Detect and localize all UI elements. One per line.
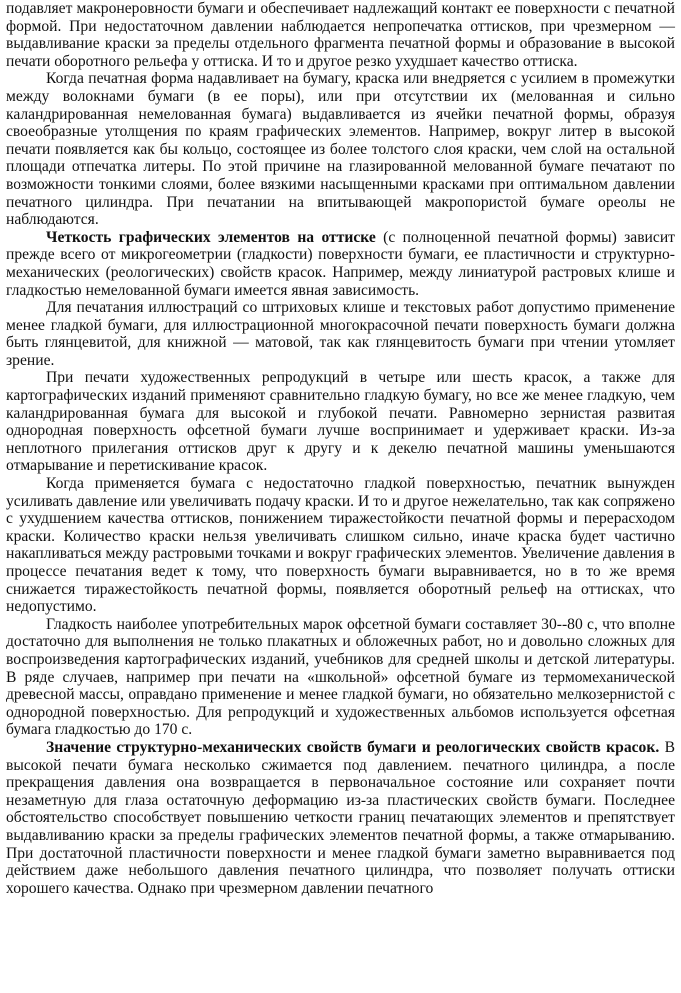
- paragraph-3-heading: Четкость графических элементов на оттиске: [46, 228, 376, 246]
- paragraph-8: [6, 739, 675, 897]
- paragraph-4-text: Для печатания иллюстраций со штриховых клише и текстовых работ допустимо применение менее гладкой бумаги, для иллюстрационной многокрасочной печати поверхность бумаги должна быть глянцевитой, для книжной — матовой, так как глянцевитость бумаги при чтении утомляет зрение.: [6, 299, 675, 369]
- paragraph-8-text: В высокой печати бумага несколько сжимается под давлением. печатного цилиндра, а после прекращения давления она возвращается в первоначальное состояние или сохраняет почти незаметную для глаза остаточную деформацию из-за пластических свойств бумаги. Последнее обстоятельство способствует повышению четкости границ печатающих элементов и препятствует выдавливанию краски за пределы графических элементов печатной формы, а также отмарыванию. При достаточной пластичности поверхности и менее гладкой бумаги заметно выравнивается под действием даже небольшого давления печатного цилиндра, что позволяет получать оттиски хорошего качества. Однако при чрезмерном давлении печатного: [6, 738, 675, 897]
- paragraph-2: [6, 70, 675, 228]
- paragraph-1: [6, 0, 675, 70]
- paragraph-5: [6, 369, 675, 475]
- paragraph-3-text: (с полноценной печатной формы) зависит прежде всего от микрогеометрии (гладкости) поверхности бумаги, ее пластичности и структурно-механических (реологических) свойств красок. Например, между линиатурой растровых клише и гладкостью немелованной бумаги имеется явная зависимость.: [6, 228, 675, 299]
- paragraph-7: [6, 616, 675, 739]
- paragraph-6-text: Когда применяется бумага с недостаточно гладкой поверхностью, печатник вынужден усиливать давление или увеличивать подачу краски. И то и другое нежелательно, так как сопряжено с ухудшением качества оттисков, понижением тиражестойкости печатной формы и перерасходом краски. Количество краски нельзя увеличивать слишком сильно, иначе краска будет частично накапливаться между растровыми точками и вокруг графических элементов. Увеличение давления в процессе печатания ведет к тому, что поверхность бумаги выравнивается, но в то же время снижается тиражестойкость печатной формы, появляется оборотный рельеф на оттисках, что недопустимо.: [6, 475, 675, 616]
- paragraph-7-text: Гладкость наиболее употребительных марок офсетной бумаги составляет 30--80 с, что вполне достаточно для выполнения не только плакатных и обложечных работ, но и довольно сложных для воспроизведения картографических изданий, учебников для средней школы и детской литературы. В ряде случаев, например при печати на «школьной» офсетной бумаге из термомеханической древесной массы, оправдано применение и менее гладкой бумаги, но обязательно мелкозернистой с однородной поверхностью. Для репродукций и художественных альбомов используется офсетная бумага гладкостью до 170 с.: [6, 615, 675, 739]
- paragraph-8-heading: Значение структурно-механических свойств бумаги и реологических свойств красок.: [46, 738, 660, 756]
- paragraph-1-text: подавляет макронеровности бумаги и обеспечивает надлежащий контакт ее поверхности с печатной формой. При недостаточном давлении наблюдается непропечатка оттисков, при чрезмерном — выдавливание краски за пределы отдельного фрагмента печатной формы и образование в высокой печати оборотного рельефа у оттиска. И то и другое резко ухудшает качество оттиска.: [6, 0, 675, 70]
- paragraph-4: [6, 299, 675, 369]
- paragraph-6: [6, 475, 675, 616]
- paragraph-5-text: При печати художественных репродукций в четыре или шесть красок, а также для картографических изданий применяют сравнительно гладкую бумагу, но все же менее гладкую, чем каландрированная бумага для высокой и глубокой печати. Равномерно зернистая развитая однородная поверхность офсетной бумаги лучше воспринимает и удерживает краски. Из-за неплотного прилегания оттисков друг к другу и к декелю печатной машины уменьшаются отмарывание и перетискивание красок.: [6, 369, 675, 475]
- paragraph-3: [6, 229, 675, 299]
- paragraph-2-text: Когда печатная форма надавливает на бумагу, краска или внедряется с усилием в промежутки между волокнами бумаги (в ее поры), или при отсутствии их (мелованная и сильно каландрированная немелованная бумага) выдавливается из ячейки печатной формы, образуя своеобразные утолщения по краям графических элементов. Например, вокруг литер в высокой печати появляется как бы кольцо, состоящее из более толстого слоя краски, чем слой на остальной площади отпечатка литеры. По этой причине на глазированной мелованной бумаге печатают по возможности тонкими слоями, более вязкими насыщенными красками при оптимальном давлении печатного цилиндра. При печатании на впитывающей макропористой бумаге ореолы не наблюдаются.: [6, 70, 675, 229]
